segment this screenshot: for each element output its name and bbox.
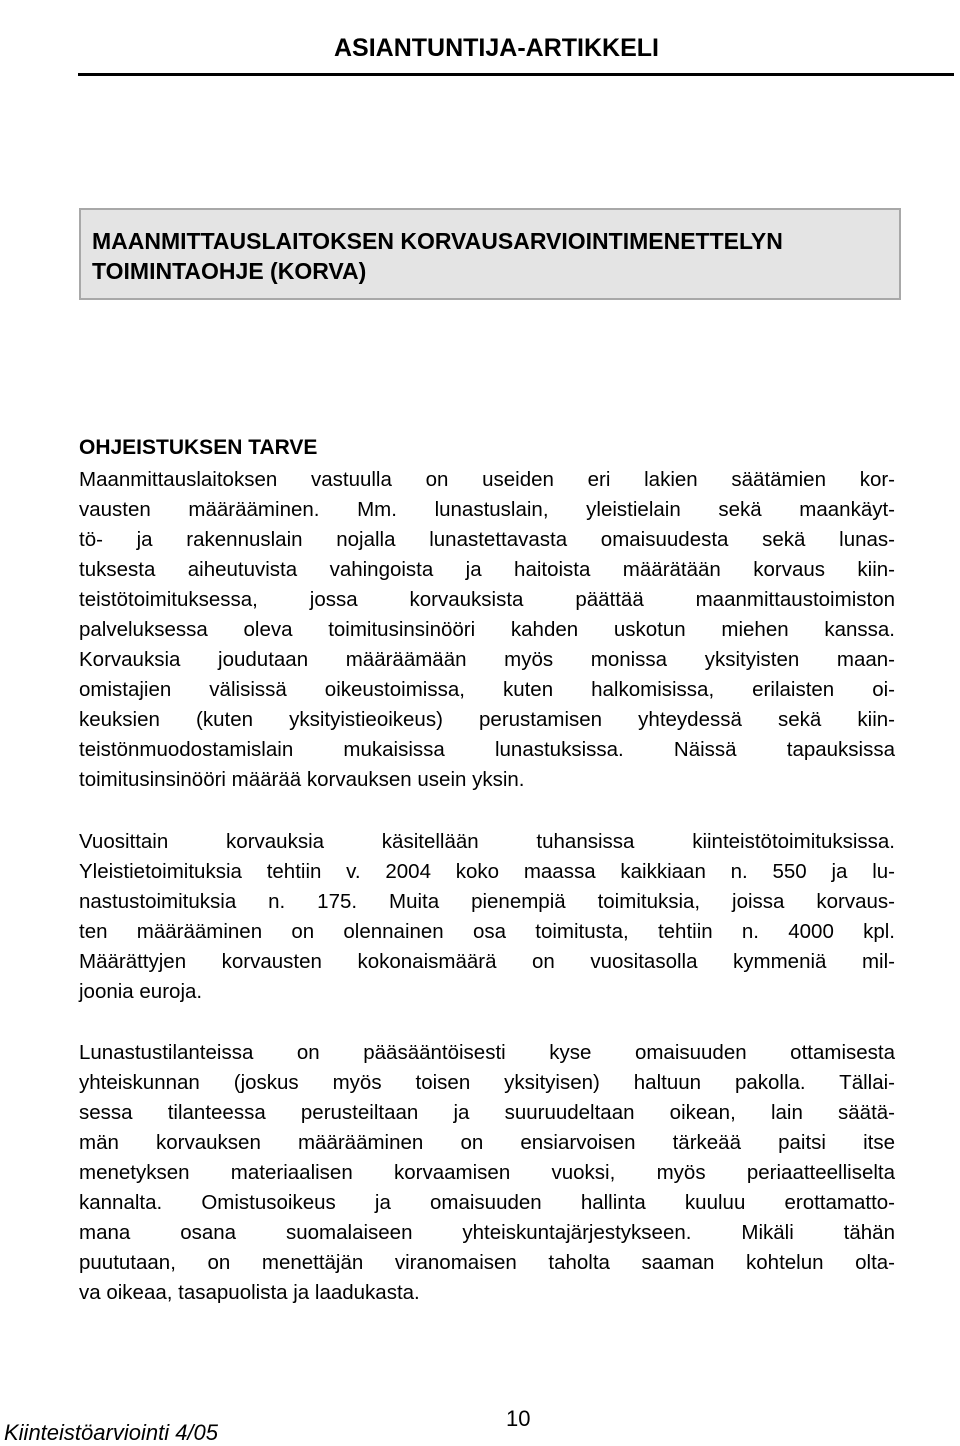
section-heading: OHJEISTUKSEN TARVE [79,436,318,459]
article-title-line-2: TOIMINTAOHJE (KORVA) [92,258,367,284]
text-line: va oikeaa, tasapuolista ja laadukasta. [79,1281,420,1304]
publication-name: Kiinteistöarviointi 4/05 [4,1420,219,1445]
header-divider [78,73,954,76]
text-line: tuksesta aiheutuvista vahingoista ja haitoista määrätään korvaus kiin- [79,558,895,581]
text-line: yhteiskunnan (joskus myös toisen yksityisen) haltuun pakolla. Tällai- [79,1071,895,1094]
text-line: puututaan, on menettäjän viranomaisen taholta saaman kohtelun olta- [79,1251,895,1274]
text-line: sessa tilanteessa perusteiltaan ja suuruudeltaan oikean, lain säätä- [79,1101,895,1124]
text-line: tö- ja rakennuslain nojalla lunastettavasta omaisuudesta sekä lunas- [79,528,895,551]
section-label: ASIANTUNTIJA-ARTIKKELI [334,34,659,62]
text-line: omistajien välisissä oikeustoimissa, kuten halkomisissa, erilaisten oi- [79,678,895,701]
text-line: Määrättyjen korvausten kokonaismäärä on vuositasolla kymmeniä mil- [79,950,895,973]
text-line: män korvauksen määrääminen on ensiarvoisen tärkeää paitsi itse [79,1131,895,1154]
text-line: vausten määrääminen. Mm. lunastuslain, yleistielain sekä maankäyt- [79,498,895,521]
text-line: kannalta. Omistusoikeus ja omaisuuden hallinta kuuluu erottamatto- [79,1191,895,1214]
text-line: Yleistietoimituksia tehtiin v. 2004 koko maassa kaikkiaan n. 550 ja lu- [79,860,895,883]
text-line: joonia euroja. [79,980,203,1003]
article-title-line-1: MAANMITTAUSLAITOKSEN KORVAUSARVIOINTIMENETTELYN [92,228,783,254]
text-line: Maanmittauslaitoksen vastuulla on useiden eri lakien säätämien kor- [79,468,895,491]
page-number: 10 [506,1406,531,1431]
text-line: Vuosittain korvauksia käsitellään tuhansissa kiinteistötoimituksissa. [79,830,895,853]
text-line: keuksien (kuten yksityistieoikeus) perustamisen yhteydessä sekä kiin- [79,708,895,731]
text-line: menetyksen materiaalisen korvaamisen vuoksi, myös periaatteelliselta [79,1161,895,1184]
text-line: teistötoimituksessa, jossa korvauksista päättää maanmittaustoimiston [79,588,895,611]
text-line: mana osana suomalaiseen yhteiskuntajärjestykseen. Mikäli tähän [79,1221,895,1244]
text-line: Lunastustilanteissa on pääsääntöisesti kyse omaisuuden ottamisesta [79,1041,895,1064]
text-line: ten määrääminen on olennainen osa toimitusta, tehtiin n. 4000 kpl. [79,920,895,943]
text-line: palveluksessa oleva toimitusinsinööri kahden uskotun miehen kanssa. [79,618,895,641]
text-line: nastustoimituksia n. 175. Muita pienempiä toimituksia, joissa korvaus- [79,890,895,913]
text-line: toimitusinsinööri määrää korvauksen usein yksin. [79,768,525,791]
text-line: teistönmuodostamislain mukaisissa lunastuksissa. Näissä tapauksissa [79,738,895,761]
text-line: Korvauksia joudutaan määräämään myös monissa yksityisten maan- [79,648,895,671]
article-title-box [79,208,901,300]
